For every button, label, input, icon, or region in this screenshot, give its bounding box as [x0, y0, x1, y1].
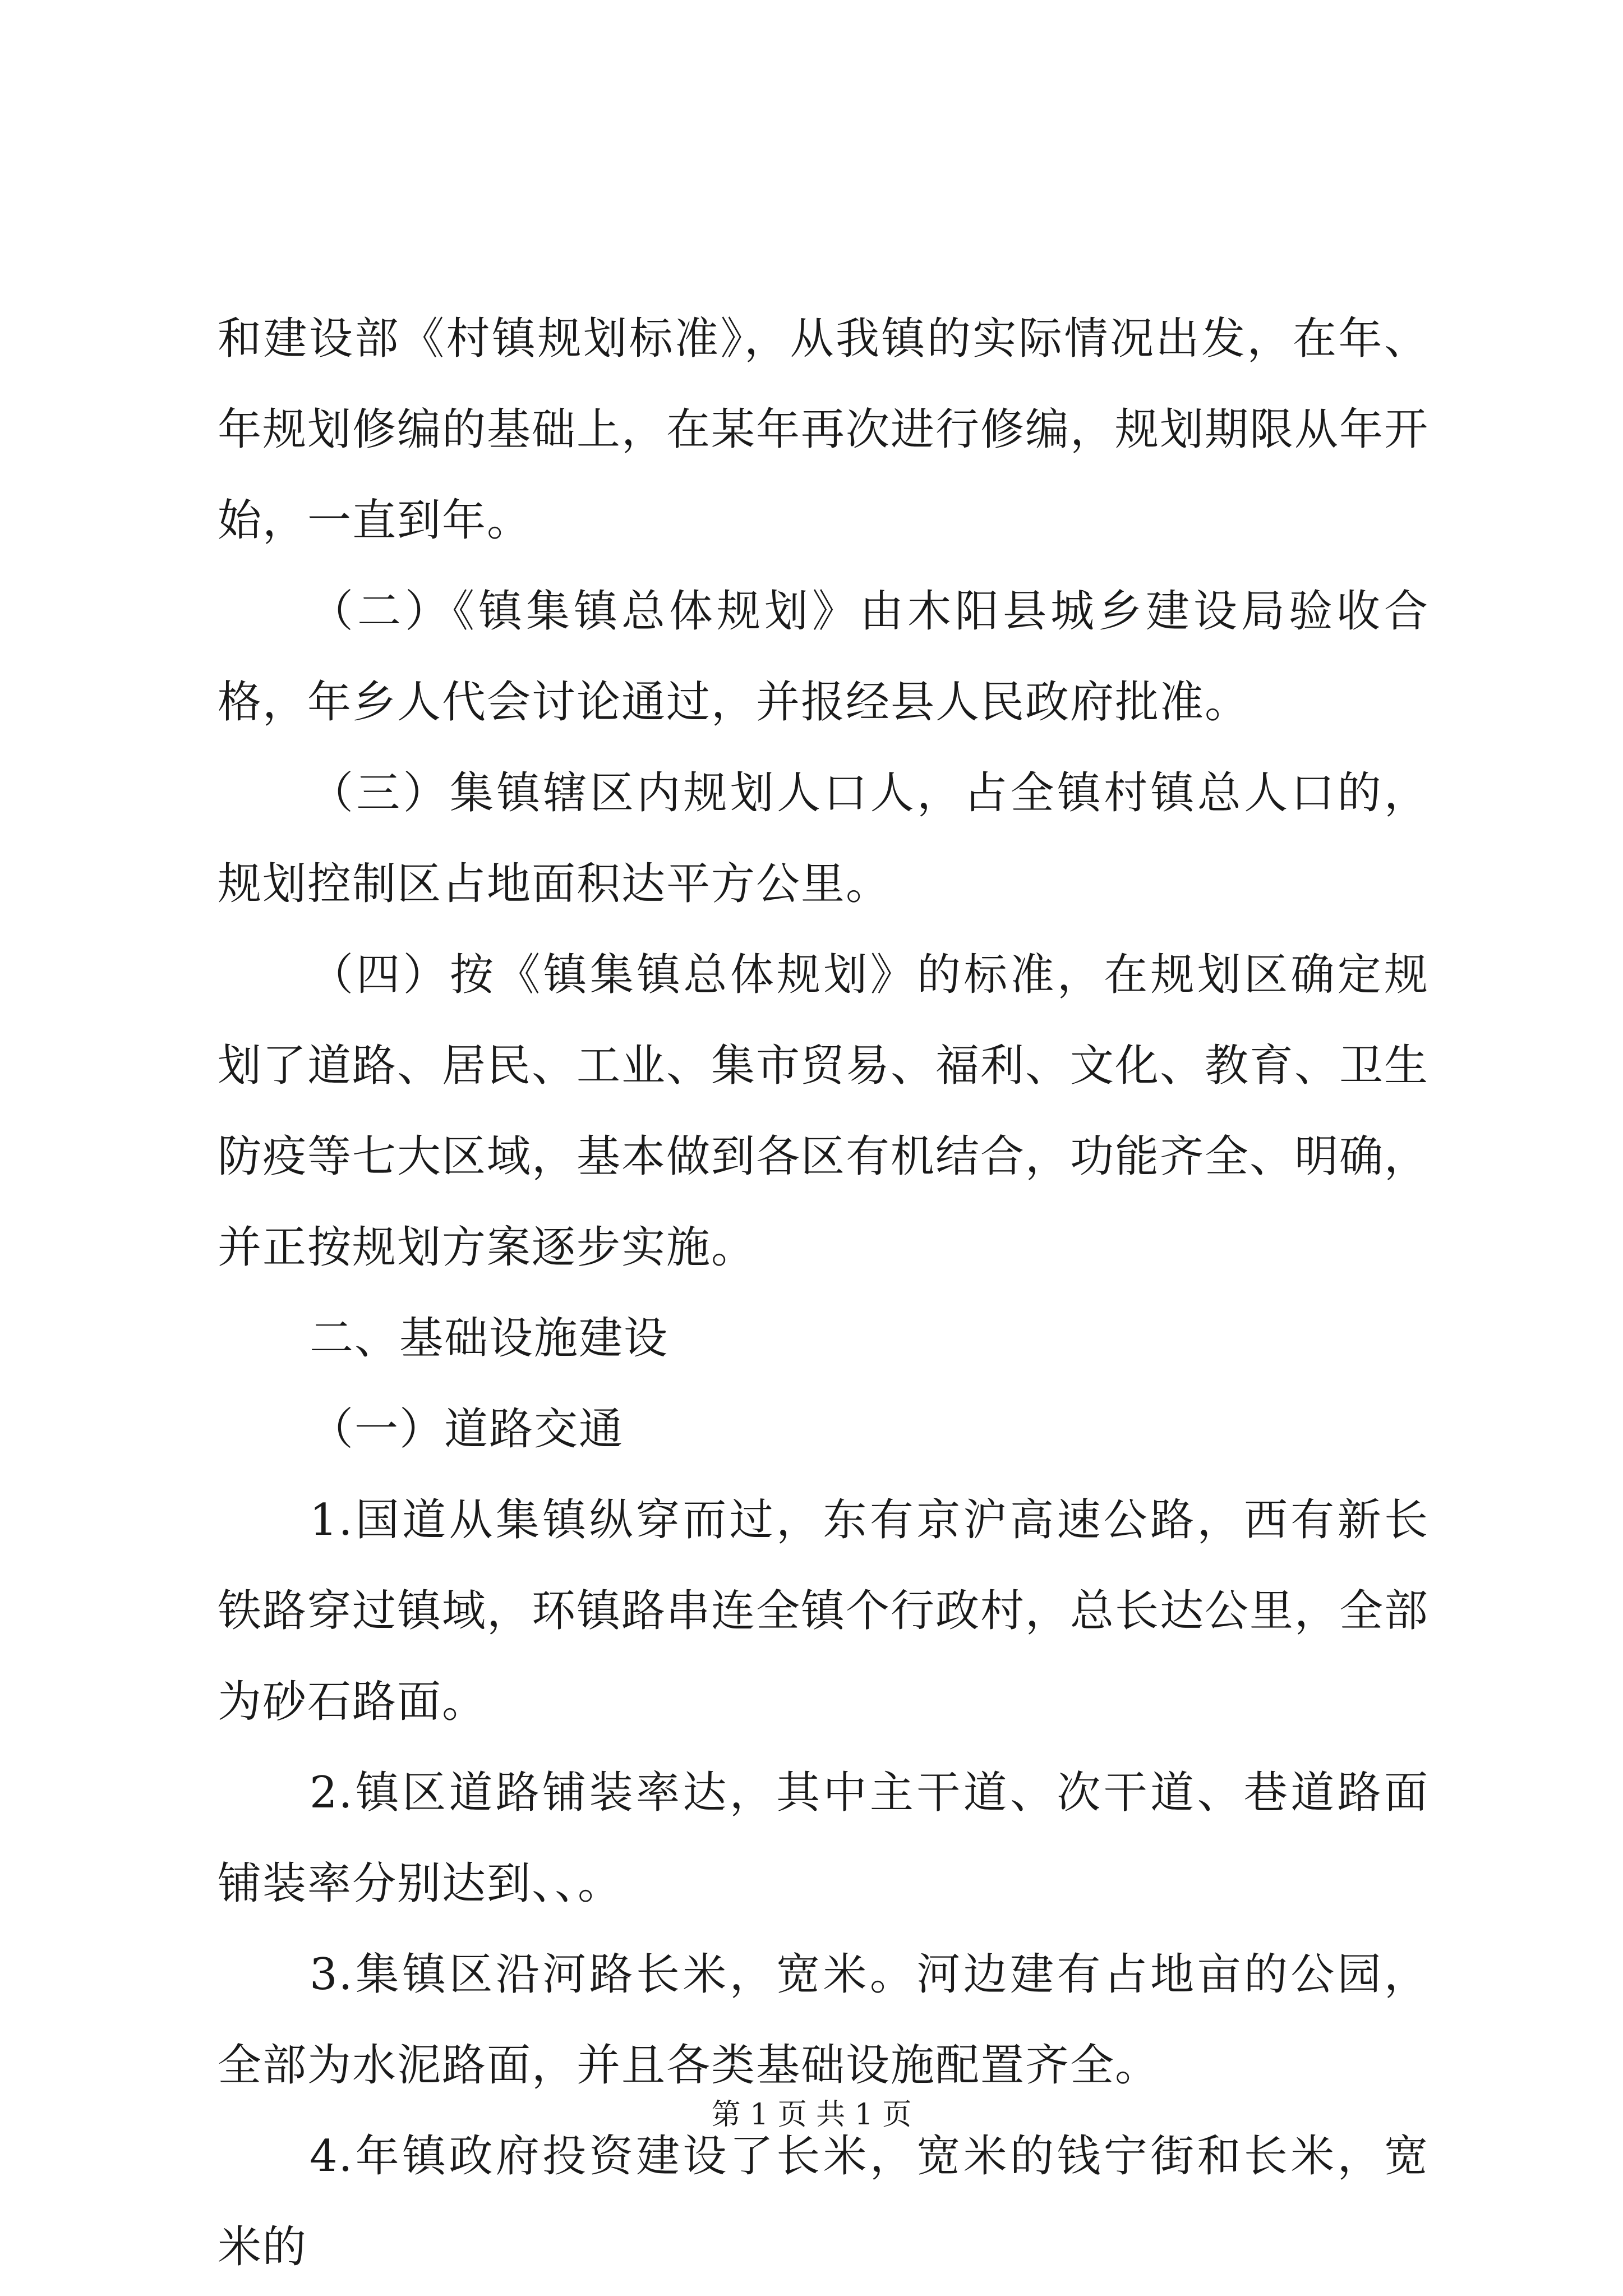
document-body	[218, 293, 1429, 2293]
paragraph-item-1: 1.国道从集镇纵穿而过，东有京沪高速公路，西有新长铁路穿过镇域，环镇路串连全镇个行政村，总长达公里，全部为砂石路面。	[218, 1495, 1430, 1727]
paragraph-continuation: 和建设部《村镇规划标准》，从我镇的实际情况出发，在年、年规划修编的基础上，在某年再次进行修编，规划期限从年开始，一直到年。	[218, 314, 1430, 546]
subheading-roads: （一）道路交通	[310, 1404, 624, 1455]
paragraph-section-4: （四）按《镇集镇总体规划》的标准，在规划区确定规划了道路、居民、工业、集市贸易、福利、文化、教育、卫生防疫等七大区域，基本做到各区有机结合，功能齐全、明确，并正按规划方案逐步实施。	[218, 950, 1430, 1273]
heading-infrastructure: 二、基础设施建设	[310, 1313, 669, 1364]
paragraph-item-4: 4.年镇政府投资建设了长米，宽米的钱宁街和长米，宽米的	[218, 2131, 1429, 2272]
paragraph-section-2: （二）《镇集镇总体规划》由木阳县城乡建设局验收合格，年乡人代会讨论通过，并报经县人民政府批准。	[218, 586, 1429, 728]
paragraph-item-2: 2.镇区道路铺装率达，其中主干道、次干道、巷道路面铺装率分别达到、、。	[218, 1768, 1429, 1909]
paragraph-item-3: 3.集镇区沿河路长米，宽米。河边建有占地亩的公园，全部为水泥路面，并且各类基础设施配置齐全。	[218, 1949, 1429, 2091]
paragraph-section-3: （三）集镇辖区内规划人口人，占全镇村镇总人口的，规划控制区占地面积达平方公里。	[218, 768, 1429, 909]
page-number-label: 第 1 页 共 1 页	[711, 2098, 912, 2132]
page-footer	[0, 2095, 1623, 2134]
